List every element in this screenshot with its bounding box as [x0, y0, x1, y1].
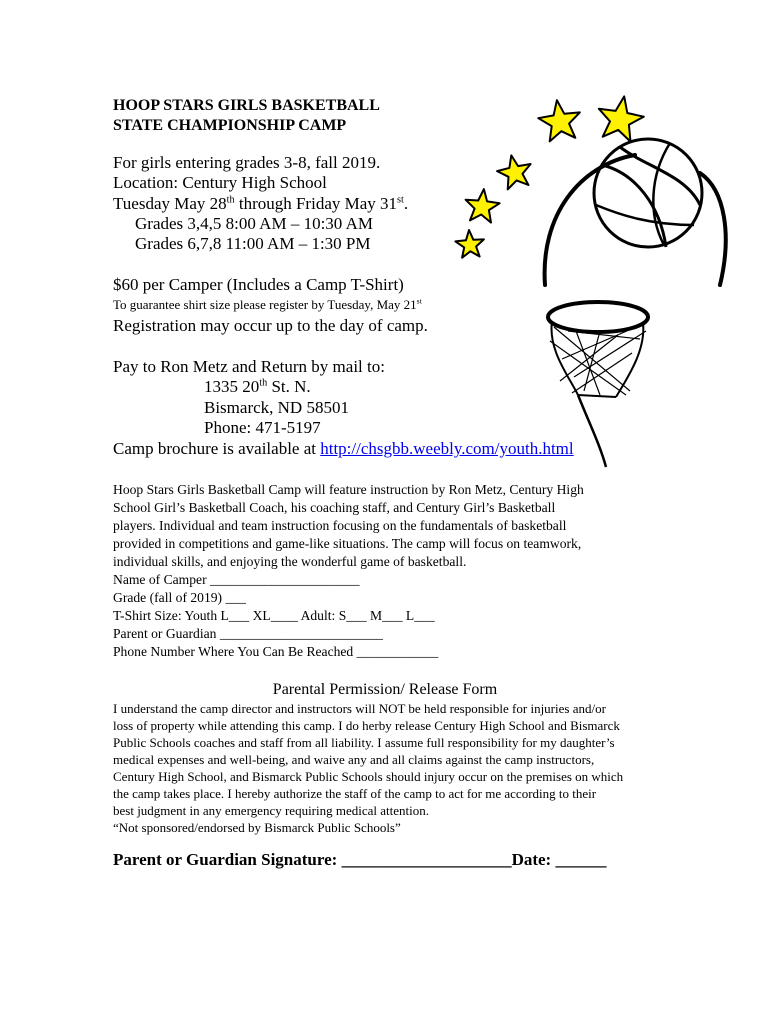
- star-icon: [466, 189, 500, 223]
- hoop-icon: [548, 302, 648, 467]
- pay-to-line: Pay to Ron Metz and Return by mail to:: [113, 357, 385, 376]
- signature-date-field[interactable]: Parent or Guardian Signature: ____________________Date: ______: [113, 850, 607, 869]
- description-line: School Girl’s Basketball Coach, his coaching staff, and Century Girl’s Basketball: [113, 500, 556, 515]
- description-line: Hoop Stars Girls Basketball Camp will feature instruction by Ron Metz, Century High: [113, 482, 584, 497]
- registration-line: Registration may occur up to the day of camp.: [113, 316, 428, 335]
- address-street: 1335 20th St. N.: [204, 377, 311, 396]
- release-form-title: Parental Permission/ Release Form: [272, 681, 498, 698]
- session-grades-678: Grades 6,7,8 11:00 AM – 1:30 PM: [135, 234, 371, 253]
- camp-title-line1: HOOP STARS GIRLS BASKETBALL: [113, 97, 380, 114]
- session-grades-345: Grades 3,4,5 8:00 AM – 10:30 AM: [135, 214, 373, 233]
- basketball-icon: [594, 139, 702, 247]
- grades-line: For girls entering grades 3-8, fall 2019.: [113, 153, 381, 172]
- release-line: Public Schools coaches and staff from all liability. I assume full responsibility for my daughter’s: [113, 735, 615, 750]
- description-line: players. Individual and team instruction focusing on the fundamentals of basketball: [113, 518, 567, 533]
- description-line: individual skills, and enjoying the wonderful game of basketball.: [113, 554, 467, 569]
- location-line: Location: Century High School: [113, 173, 327, 192]
- brochure-link[interactable]: http://chsgbb.weebly.com/youth.html: [320, 439, 574, 458]
- release-line: loss of property while attending this camp. I do herby release Century High School and Bismarck: [113, 718, 620, 733]
- grade-field[interactable]: Grade (fall of 2019) ___: [113, 590, 246, 605]
- star-icon: [455, 230, 484, 258]
- disclaimer-line: “Not sponsored/endorsed by Bismarck Public Schools”: [113, 820, 401, 835]
- guardian-name-field[interactable]: Parent or Guardian ________________________: [113, 626, 383, 641]
- camp-title-line2: STATE CHAMPIONSHIP CAMP: [113, 117, 347, 134]
- release-line: the camp takes place. I hereby authorize the staff of the camp to act for me according to their: [113, 786, 597, 801]
- camper-name-field[interactable]: Name of Camper ______________________: [113, 572, 360, 587]
- release-line: medical expenses and well-being, and waive any and all claims against the camp instructors,: [113, 752, 595, 767]
- price-line: $60 per Camper (Includes a Camp T-Shirt): [113, 275, 404, 294]
- star-icon: [538, 100, 580, 141]
- address-city: Bismarck, ND 58501: [204, 398, 349, 417]
- dates-line: Tuesday May 28th through Friday May 31st.: [113, 194, 409, 213]
- basketball-clipart: [450, 95, 760, 475]
- star-icon: [497, 155, 530, 189]
- description-line: provided in competitions and game-like situations. The camp will focus on teamwork,: [113, 536, 582, 551]
- star-icon: [599, 96, 644, 141]
- release-line: I understand the camp director and instructors will NOT be held responsible for injuries and/or: [113, 701, 606, 716]
- release-line: best judgment in any emergency requiring medical attention.: [113, 803, 429, 818]
- phone-number-field[interactable]: Phone Number Where You Can Be Reached ____________: [113, 644, 439, 659]
- shirt-note: To guarantee shirt size please register by Tuesday, May 21st: [113, 296, 422, 312]
- tshirt-size-field[interactable]: T-Shirt Size: Youth L___ XL____ Adult: S___ M___ L___: [113, 608, 435, 623]
- brochure-line: Camp brochure is available at http://chsgbb.weebly.com/youth.html: [113, 439, 574, 458]
- phone-line: Phone: 471-5197: [204, 418, 321, 437]
- release-line: Century High School, and Bismarck Public Schools should injury occur on the premises on which: [113, 769, 624, 784]
